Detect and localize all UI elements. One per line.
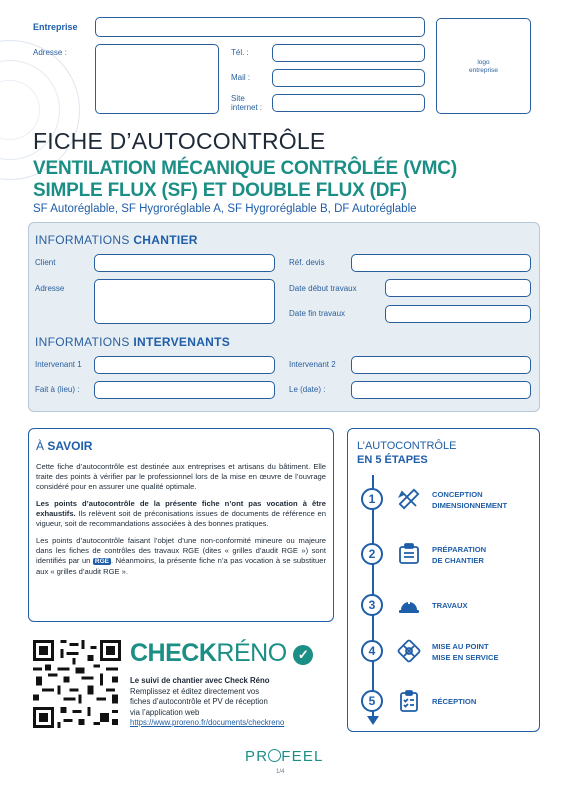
step-3-label-line1: TRAVAUX [432, 601, 468, 610]
step-1-number: 1 [361, 488, 383, 510]
page-title: FICHE D’AUTOCONTRÔLE [33, 128, 326, 154]
chantier-adresse-label: Adresse [35, 284, 65, 293]
checklist-icon [397, 689, 421, 713]
date-debut-field[interactable] [385, 279, 531, 297]
chantier-adresse-field[interactable] [94, 279, 275, 324]
qr-code[interactable] [33, 640, 121, 728]
ref-devis-label: Réf. devis [289, 258, 325, 267]
checkreno-line4: via l’application web [130, 707, 200, 717]
entreprise-label: Entreprise [33, 22, 78, 32]
intervenant1-label: Intervenant 1 [35, 360, 82, 369]
site-label-line1: Site [231, 94, 245, 103]
a-savoir-box [28, 428, 334, 622]
step-2-label-line2: DE CHANTIER [432, 556, 484, 565]
checkreno-line3: fiches d’autocontrôle et PV de réception [130, 697, 268, 706]
site-field[interactable] [272, 94, 425, 112]
a-savoir-title-light: À [36, 439, 48, 453]
date-fin-field[interactable] [385, 305, 531, 323]
a-savoir-paragraph-3 [36, 536, 326, 577]
logo-placeholder-text [437, 59, 530, 75]
le-date-label: Le (date) : [289, 385, 326, 394]
tel-field[interactable] [272, 44, 425, 62]
hard-hat-icon [397, 593, 421, 617]
chantier-title-light: INFORMATIONS [35, 233, 134, 247]
step-1-label [432, 489, 507, 511]
step-1-label-line2: DIMENSIONNEMENT [432, 501, 508, 510]
step-2-label [432, 544, 486, 566]
a-savoir-title-bold: SAVOIR [47, 439, 93, 453]
intervenant1-field[interactable] [94, 356, 275, 374]
etapes-title [357, 439, 456, 467]
adresse-label: Adresse : [33, 48, 67, 57]
step-4-label-line1: MISE AU POINT [432, 642, 489, 651]
page-subtitle-2: SIMPLE FLUX (SF) ET DOUBLE FLUX (DF) [33, 180, 407, 201]
chantier-title-bold: CHANTIER [133, 233, 198, 247]
logo-text-1: logo [477, 59, 490, 66]
ref-devis-field[interactable] [351, 254, 531, 272]
checkreno-logo-reno: RÉNO [216, 639, 287, 667]
page-subtitle-3: SF Autoréglable, SF Hygroréglable A, SF Hygroréglable B, DF Autoréglable [33, 203, 417, 215]
intervenant2-label: Intervenant 2 [289, 360, 336, 369]
entreprise-field[interactable] [95, 17, 425, 37]
intervenants-title [35, 335, 230, 349]
profeel-logo-mark-icon [268, 749, 281, 762]
a-savoir-p3b: . Néanmoins, la présente fiche n’a pas vocation à se substituer aux « grilles d’audit RGE ». [36, 556, 326, 576]
adresse-field[interactable] [95, 44, 219, 114]
clipboard-icon [397, 542, 421, 566]
step-4-label-line2: MISE EN SERVICE [432, 653, 499, 662]
rge-badge: RGE [94, 558, 109, 565]
ruler-pencil-icon [397, 487, 421, 511]
a-savoir-p2-rest: Ils relèvent soit de préconisations issues de documents de référence en vigueur, soit de recommandations associées à des bonnes pratiques. [36, 509, 326, 528]
date-debut-label: Date début travaux [289, 284, 357, 293]
step-4-label [432, 641, 499, 663]
logo-text-2: entreprise [469, 67, 498, 74]
checkreno-text [130, 676, 284, 729]
logo-box[interactable] [436, 18, 531, 114]
site-label-line2: internet : [231, 103, 263, 112]
etapes-title-light: L’AUTOCONTRÔLE [357, 440, 457, 452]
chantier-title [35, 233, 198, 247]
timeline-arrow-icon [367, 716, 379, 725]
etapes-box [347, 428, 540, 732]
checkreno-line2: Remplissez et éditez directement vos [130, 686, 260, 696]
profeel-logo-post: FEEL [281, 748, 324, 765]
checkreno-link[interactable]: https://www.proreno.fr/documents/checkreno [130, 718, 285, 727]
checkreno-line1: Le suivi de chantier avec Check Réno [130, 676, 270, 685]
step-1-label-line1: CONCEPTION [432, 490, 483, 499]
a-savoir-paragraph-2 [36, 499, 326, 529]
profeel-logo-pre: PR [245, 748, 269, 765]
step-4-number: 4 [361, 640, 383, 662]
mail-label: Mail : [231, 73, 251, 82]
a-savoir-paragraph-1: Cette fiche d’autocontrôle est destinée aux entreprises et artisans du bâtiment. Elle traite des points à vérifier par le professionnel lors de la mise en œuvre de l’ouvrage considéré pour en assurer une qualité optimale. [36, 462, 326, 491]
profeel-logo [245, 748, 324, 765]
intervenants-title-light: INFORMATIONS [35, 335, 134, 349]
le-date-field[interactable] [351, 381, 531, 399]
step-2-label-line1: PRÉPARATION [432, 545, 487, 554]
etapes-title-bold: EN 5 ÉTAPES [357, 454, 428, 466]
checkreno-logo [130, 640, 313, 666]
client-label: Client [35, 258, 56, 267]
page-subtitle-1: VENTILATION MÉCANIQUE CONTRÔLÉE (VMC) [33, 158, 457, 179]
wrench-gear-icon [397, 639, 421, 663]
step-5-number: 5 [361, 690, 383, 712]
fait-a-label: Fait à (lieu) : [35, 385, 80, 394]
tel-label: Tél. : [231, 48, 249, 57]
intervenant2-field[interactable] [351, 356, 531, 374]
a-savoir-title [36, 439, 326, 453]
step-5-label [432, 696, 476, 707]
client-field[interactable] [94, 254, 275, 272]
intervenants-title-bold: INTERVENANTS [133, 335, 231, 349]
check-badge-icon: ✓ [293, 645, 313, 665]
step-5-label-line1: RÉCEPTION [432, 697, 477, 706]
site-label [231, 94, 262, 112]
a-savoir-p3a: Les points d’autocontrôle faisant l’objet d’une non-conformité mineure ou majeure dans les fiches de contrôles des travaux RGE (dites « grilles d’audit RGE ») sont identifiés par un [36, 536, 326, 565]
a-savoir-p2-bold: Les points d’autocontrôle de la présente fiche n’ont pas vocation à être exhaustifs. [36, 499, 326, 518]
date-fin-label: Date fin travaux [289, 309, 346, 318]
page-number: 1/4 [276, 769, 285, 775]
step-2-number: 2 [361, 543, 383, 565]
checkreno-logo-check: CHECK [130, 639, 217, 667]
step-3-number: 3 [361, 594, 383, 616]
step-3-label [432, 600, 468, 611]
mail-field[interactable] [272, 69, 425, 87]
fait-a-field[interactable] [94, 381, 275, 399]
